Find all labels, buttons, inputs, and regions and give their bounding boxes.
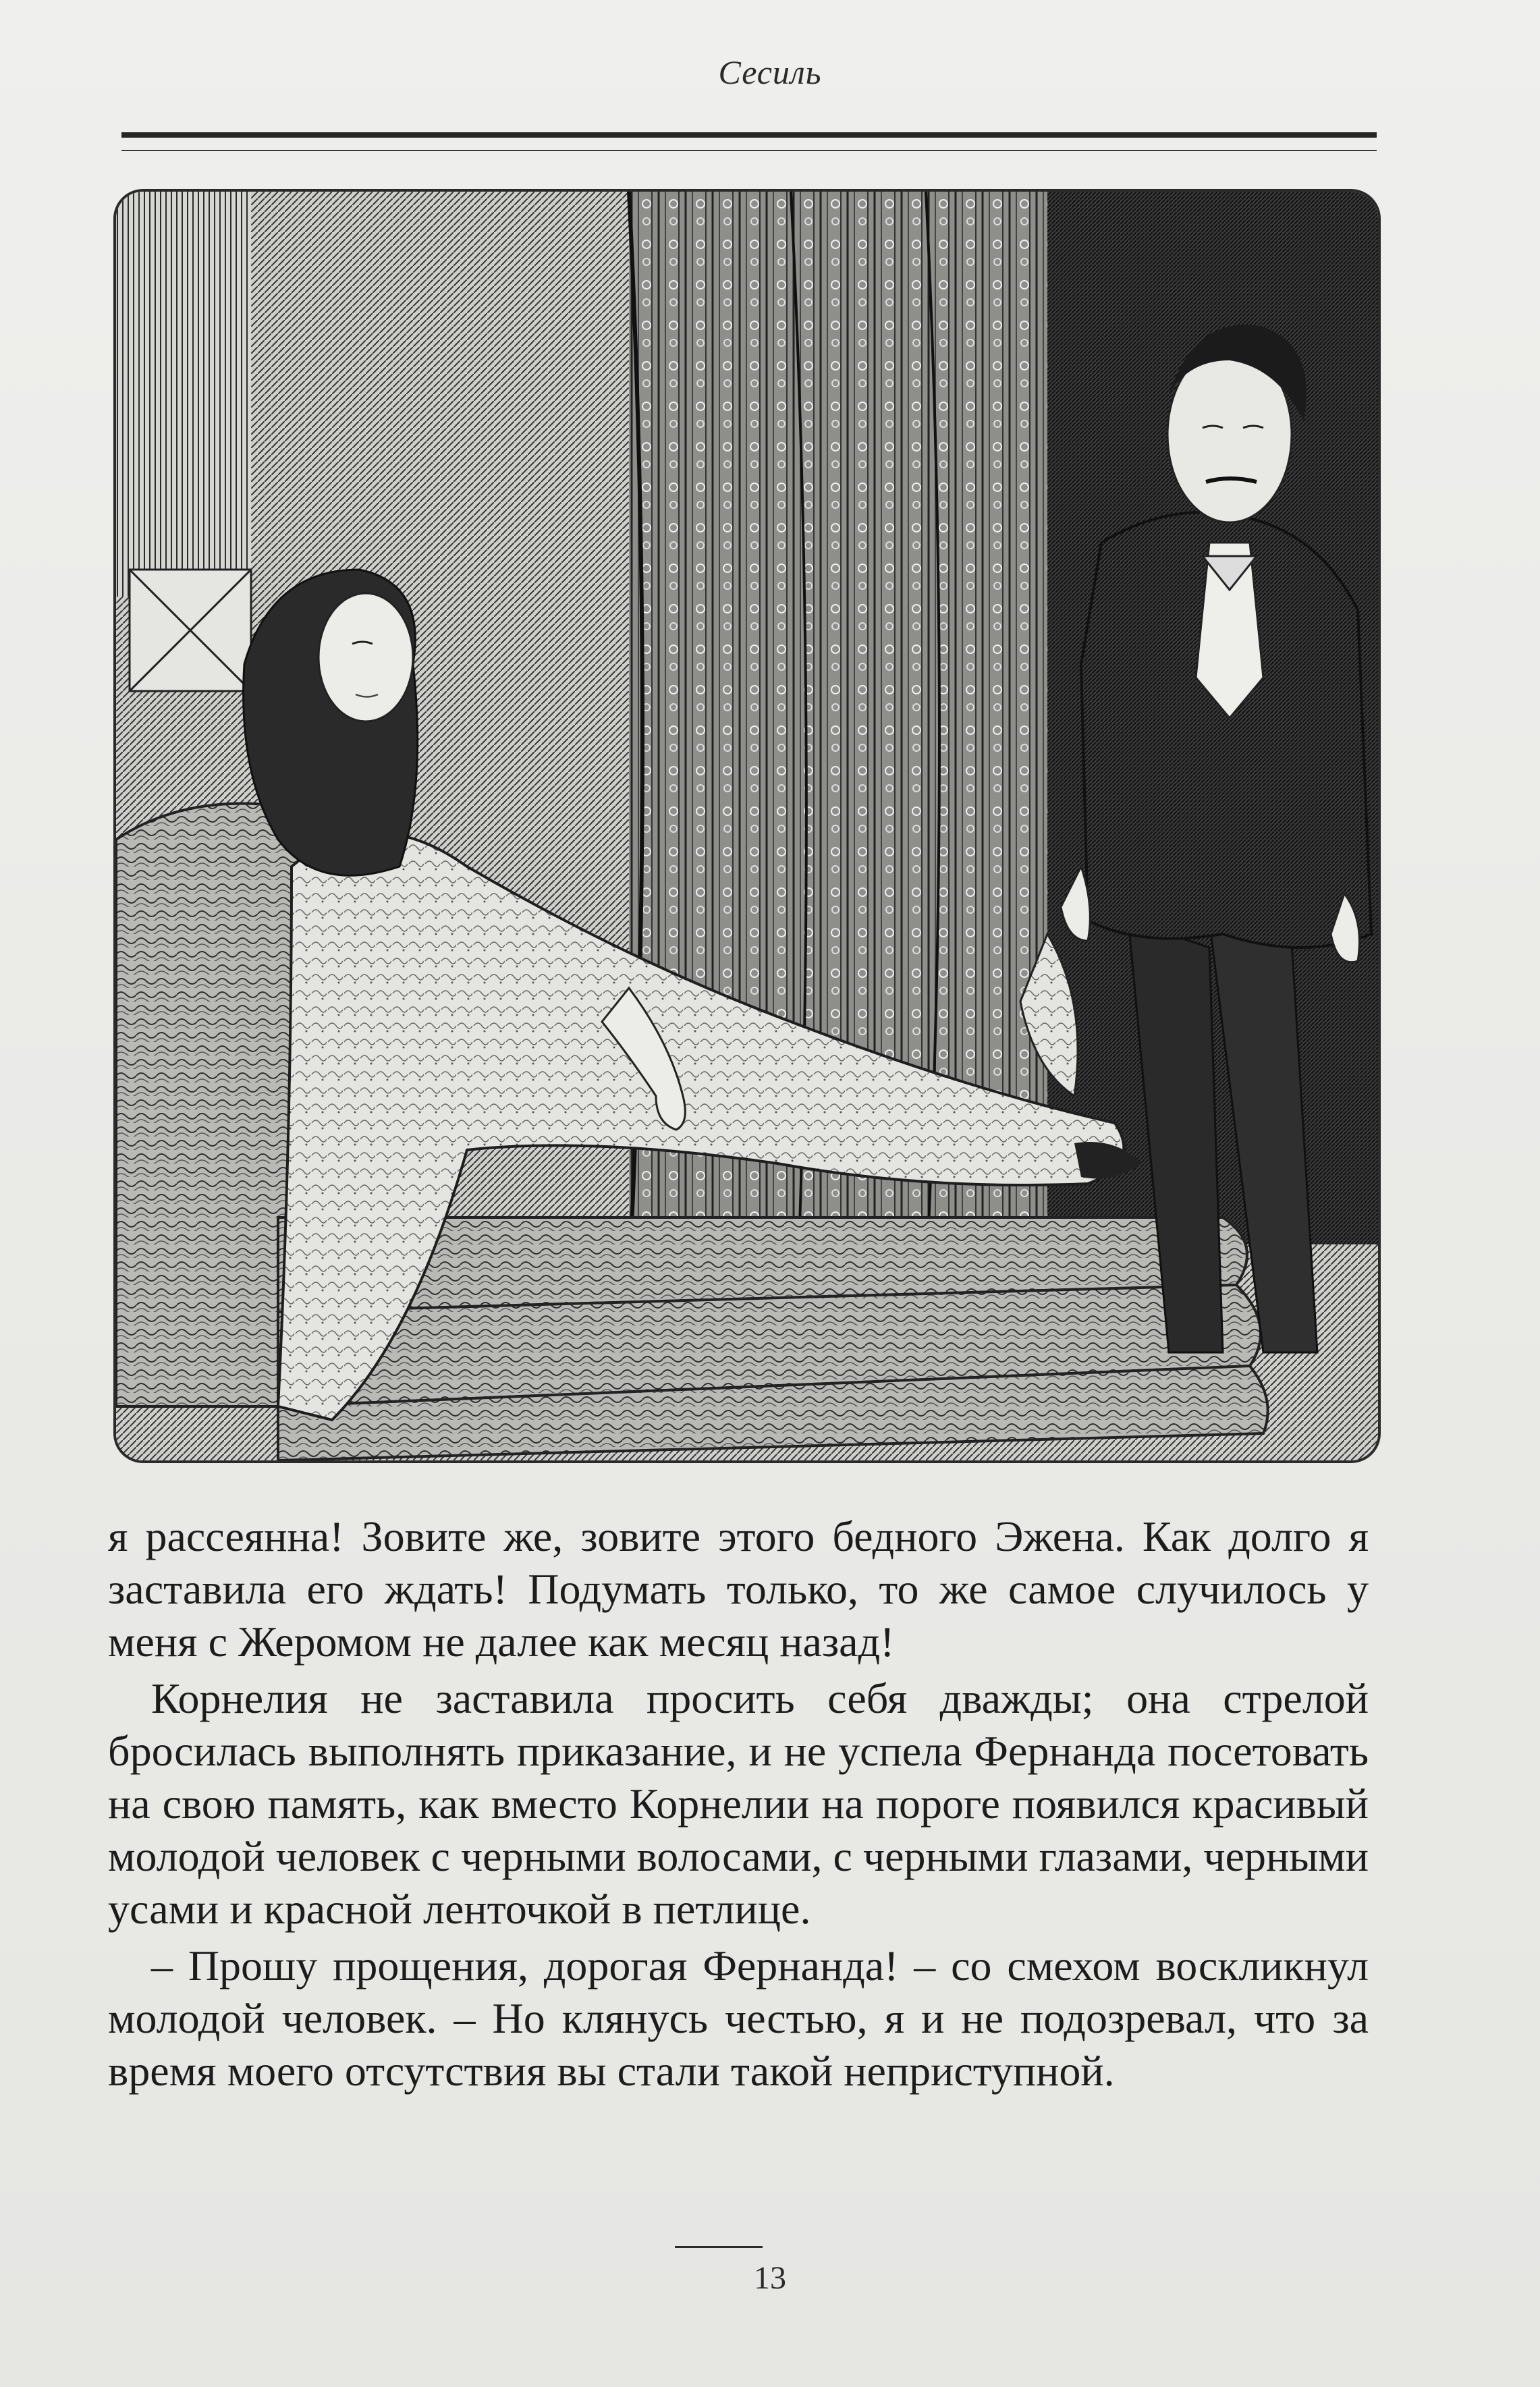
main-text — [108, 1510, 1369, 2097]
paragraph-2: Корнелия не заставила просить себя дважды; она стрелой бросилась выполнять приказание, и не успела Фернанда посетовать на свою память, как вместо Корнелии на пороге появился красивый молодой человек с черными волосами, с черными глазами, черными усами и красной ленточкой в петлице. — [108, 1674, 1369, 1933]
running-head-title: Сесиль — [718, 53, 822, 91]
engraving-illustration — [113, 189, 1381, 1463]
paragraph-1: я рассеянна! Зовите же, зовите этого бедного Эжена. Как долго я заставила его ждать! Подумать только, то же самое случилось у меня с Жеромом не далее как месяц назад! — [108, 1512, 1369, 1666]
header-rule-thin — [121, 150, 1377, 151]
header-rule-thick — [121, 132, 1377, 138]
page-number: 13 — [754, 2260, 786, 2296]
folio-rule — [675, 2246, 763, 2248]
engraving-picture — [116, 192, 1378, 1460]
paragraph-3: – Прошу прощения, дорогая Фернанда! – со смехом воскликнул молодой человек. – Но клянусь честью, я и не подозревал, что за время моего отсутствия вы стали такой неприступной. — [108, 1942, 1369, 2095]
